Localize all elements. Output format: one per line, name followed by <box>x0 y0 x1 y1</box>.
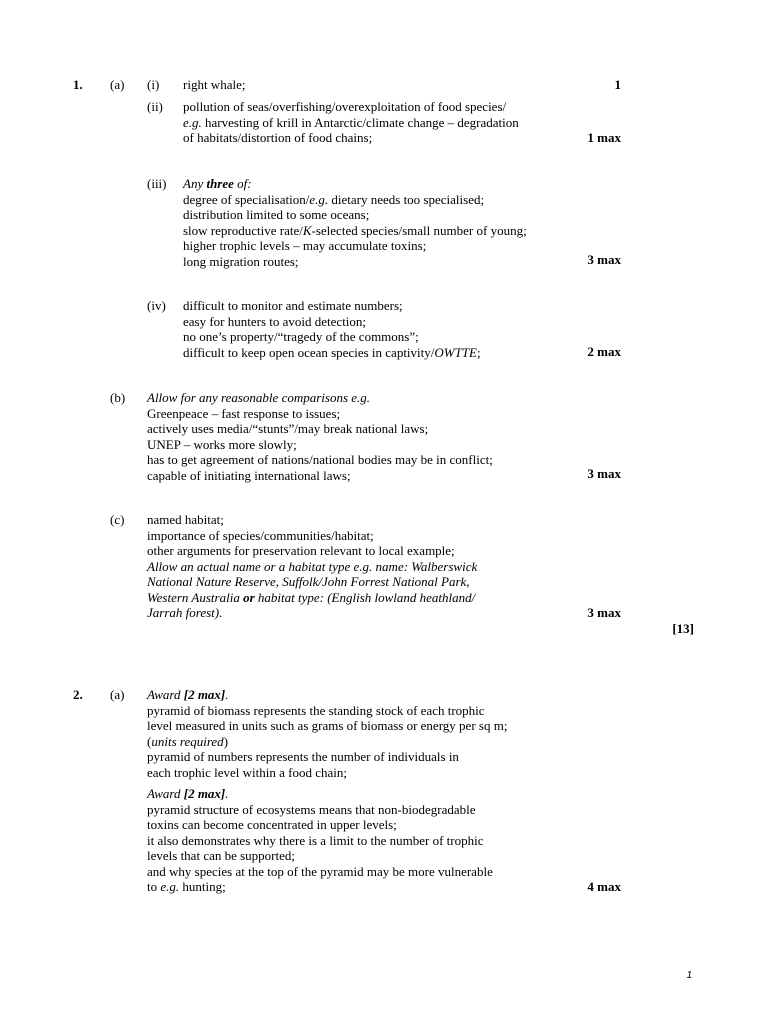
answer-line <box>183 223 527 239</box>
answer-line: and why species at the top of the pyramid may be more vulnerable <box>147 863 493 879</box>
instruction-emphasis: three <box>206 176 234 191</box>
answer-line: level measured in units such as grams of biomass or energy per sq m; <box>147 718 508 733</box>
answer-line: difficult to monitor and estimate numbers; <box>183 298 403 313</box>
answer-line <box>183 192 527 208</box>
answer-text: ; <box>477 344 481 360</box>
answer-line: easy for hunters to avoid detection; <box>183 313 367 329</box>
q1a-i-answer: right whale; <box>183 77 246 92</box>
instruction-line <box>147 590 477 606</box>
answer-line: UNEP – works more slowly; <box>147 436 297 452</box>
answer-line: other arguments for preservation relevant to local example; <box>147 543 455 558</box>
q1a-iii-marks: 3 max <box>587 252 621 267</box>
q2a-answer <box>147 687 507 895</box>
answer-line: actively uses media/“stunts”/may break national laws; <box>147 421 429 436</box>
q1a-iv-answer <box>183 298 481 360</box>
k-symbol: K <box>302 222 312 238</box>
q1a-i-marks: 1 <box>614 77 621 92</box>
answer-line: pollution of seas/overfishing/overexploitation of food species/ <box>183 99 507 114</box>
answer-line <box>147 734 507 750</box>
award-instruction <box>147 687 507 703</box>
instruction-line: Jarrah forest). <box>147 605 223 620</box>
q1a-iv-label: (iv) <box>147 298 166 313</box>
answer-line: pyramid structure of ecosystems means that non-biodegradable <box>147 801 476 817</box>
q1a-ii-label: (ii) <box>147 99 163 114</box>
answer-text: slow reproductive rate/ <box>183 222 303 238</box>
answer-line: higher trophic levels – may accumulate toxins; <box>183 238 427 253</box>
instruction-emphasis: or <box>243 589 255 605</box>
answer-line <box>147 879 507 895</box>
answer-text: -selected species/small number of young; <box>311 222 527 238</box>
any-three-instruction <box>183 176 527 192</box>
instruction-text: Award <box>147 687 184 702</box>
q1c-answer <box>147 512 477 621</box>
answer-line: toxins can become concentrated in upper levels; <box>147 817 397 832</box>
answer-text: degree of specialisation/ <box>183 191 310 207</box>
eg-abbrev: e.g. <box>160 879 180 894</box>
answer-text: hunting; <box>179 879 226 894</box>
q1-total-marks: [13] <box>672 621 694 636</box>
owtte-abbrev: OWTTE <box>434 344 477 360</box>
instruction-text: . <box>225 786 229 801</box>
answer-line: pyramid of biomass represents the standing stock of each trophic <box>147 702 485 718</box>
answer-text: ) <box>223 733 229 749</box>
answer-line: importance of species/communities/habitat; <box>147 527 374 543</box>
q1-part-c-label: (c) <box>110 512 125 527</box>
instruction-line: Allow an actual name or a habitat type e.g. name: Walberswick <box>147 558 478 574</box>
instruction-text: of: <box>233 176 252 191</box>
answer-line: Greenpeace – fast response to issues; <box>147 405 341 421</box>
instruction-line: Allow for any reasonable comparisons e.g. <box>147 390 371 405</box>
instruction-emphasis: [2 max] <box>183 786 226 801</box>
q2a-marks: 4 max <box>587 879 621 894</box>
q1a-ii-answer <box>183 99 519 146</box>
answer-text: harvesting of krill in Antarctic/climate change – degradation <box>201 114 519 130</box>
instruction-text: . <box>225 687 229 702</box>
answer-line: no one’s property/“tragedy of the commons”; <box>183 329 419 344</box>
answer-text: dietary needs too specialised; <box>328 191 485 207</box>
award-instruction <box>147 786 507 802</box>
q1a-ii-marks: 1 max <box>587 130 621 145</box>
answer-line: of habitats/distortion of food chains; <box>183 130 373 145</box>
page-number: 1 <box>686 970 692 981</box>
q1a-iv-marks: 2 max <box>587 344 621 359</box>
instruction-line: National Nature Reserve, Suffolk/John Forrest National Park, <box>147 574 470 589</box>
instruction-text: habitat type: (English lowland heathland/ <box>254 589 476 605</box>
answer-line: it also demonstrates why there is a limit to the number of trophic <box>147 832 484 848</box>
answer-line: distribution limited to some oceans; <box>183 207 370 222</box>
answer-line: long migration routes; <box>183 253 299 269</box>
q1-part-a-label: (a) <box>110 77 125 92</box>
answer-text: to <box>147 879 161 894</box>
units-note: units required <box>151 733 224 749</box>
q1a-iii-label: (iii) <box>147 176 167 191</box>
answer-line: levels that can be supported; <box>147 848 296 863</box>
instruction-text: Award <box>147 786 184 801</box>
instruction-text: Any <box>183 176 207 191</box>
eg-abbrev: e.g. <box>183 114 202 130</box>
answer-line: each trophic level within a food chain; <box>147 764 347 780</box>
answer-line: capable of initiating international laws; <box>147 467 351 483</box>
q1a-i-label: (i) <box>147 77 160 92</box>
q1b-marks: 3 max <box>587 466 621 481</box>
q1b-answer <box>147 390 493 483</box>
answer-line: has to get agreement of nations/national bodies may be in conflict; <box>147 452 493 467</box>
q2-part-a-label: (a) <box>110 687 125 702</box>
answer-line <box>183 345 481 361</box>
answer-line <box>183 115 519 131</box>
answer-text: ( <box>147 733 152 749</box>
q1-part-b-label: (b) <box>110 390 126 405</box>
question-1-number: 1. <box>73 77 83 92</box>
eg-abbrev: e.g. <box>309 191 329 207</box>
instruction-emphasis: [2 max] <box>183 687 226 702</box>
answer-text: difficult to keep open ocean species in captivity/ <box>183 344 435 360</box>
q1a-iii-answer <box>183 176 527 269</box>
instruction-text: Western Australia <box>147 589 244 605</box>
q1c-marks: 3 max <box>587 605 621 620</box>
question-2-number: 2. <box>73 687 83 702</box>
answer-line: named habitat; <box>147 512 224 527</box>
answer-line: pyramid of numbers represents the number of individuals in <box>147 749 459 764</box>
